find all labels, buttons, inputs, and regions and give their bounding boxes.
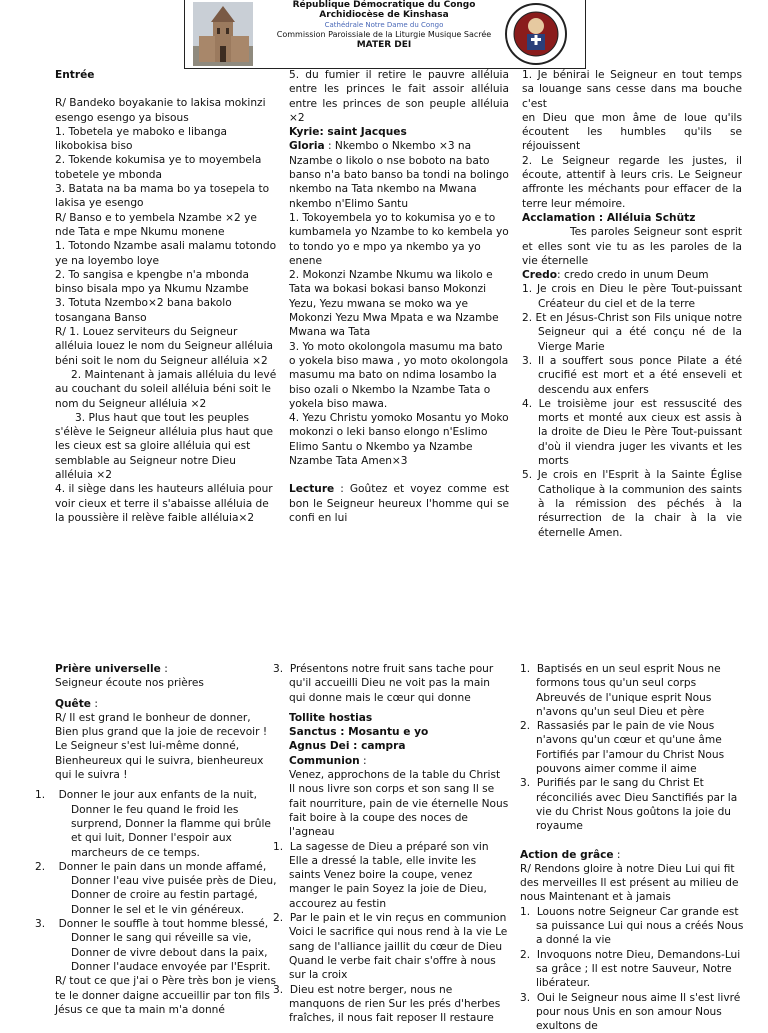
verse-text: 1. Tobetela ye maboko e libanga likobokisa biso <box>55 125 228 153</box>
verse-text: 1. Je bénirai le Seigneur en tout temps sa louange sans cesse dans ma bouche c'est <box>522 69 742 110</box>
header-archdiocese: Archidiocèse de Kinshasa <box>319 10 449 20</box>
gloria-label: Gloria <box>289 140 325 153</box>
priere-title: Prière universelle <box>55 663 161 675</box>
verse-text: Louons notre Seigneur Car grande est sa puissance Lui qui nous a créés Nous a donné la vie <box>536 905 744 947</box>
quete-colon: : <box>90 697 98 710</box>
verse-text: Donner le souffle à tout homme blessé, Donner le sang qui réveille sa vie, Donner de vivre debout dans la paix, Donner l'audace envoyée par l'Esprit. <box>58 918 271 973</box>
column-psalm-credo: 1. Je bénirai le Seigneur en tout temps sa louange sans cesse dans ma bouche c'est en Dieu que mon âme de loue qu'ils écoutent les humbles qu'ils se réjouissent 2. Le Seigneur regarde les justes, il écoute, attentif à leurs cris. Le Seigneur affronte les méchants pour effacer de la terre leur mémoire. Acclamation : Alléluia Schütz Tes paroles Seigneur sont esprit et elles sont vie tu as les paroles de la vie éternelle Credo: credo credo in unum Deum 1. Je crois en Dieu le père Tout-puissant Créateur du ciel et de la terre 2. Et en Jésus-Christ son Fils unique notre Seigneur qui a été conçu né de la Vierge Marie 3. Il a souffert sous ponce Pilate a été crucifié est mort et a été enseveli et descendu aux enfers 4. Le troisième jour est ressuscité des morts et monté aux cieux est assis à la droite de Dieu le Père Tout-puissant d'où il viendra juger les vivants et les morts 5. Je crois en l'Esprit à la Sainte Église Catholique à la communion des saints à la rémission des péchés à la résurrection de la chair à la vie éternelle Amen. <box>522 69 742 539</box>
header-commission: Commission Paroissiale de la Liturgie Musique Sacrée <box>276 30 492 39</box>
action-grace-colon: : <box>613 848 621 861</box>
verse-text: 3. Yo moto okolongola masumu ma bato o yokela biso mawa , yo moto okolongola masumu ma bato on ndima losambo la biso ozali o Nkembo la Nzambe Tata o yokela biso mawa. <box>289 340 509 410</box>
column-communion: 3. Présentons notre fruit sans tache pour qu'il accueilli Dieu ne voit pas la main qui donne mais le cœur qui donne Tollite hostias Sanctus : Mosantu e yo Agnus Dei : campra Communion : Venez, approchons de la table du Christ Il nous livre son corps et son sang Il se fait nourriture, pain de vie éternelle Nous fait boire à la coupe des noces de l'agneau 1. La sagesse de Dieu a préparé son vin Elle a dressé la table, elle invite les saints Venez boire la coupe, venez manger le pain Soyez la joie de Dieu, accourez au festin 2. Par le pain et le vin reçus en communion Voici le sacrifice qui nous rend à la vie Le sang de l'alliance jaillit du cœur de Dieu Quand le verbe fait chair s'offre à nous sur la croix 3. Dieu est notre berger, nous ne manquons de rien Sur les prés d'herbes fraîches, il nous fait reposer Il restaure <box>273 663 509 1025</box>
verse-text: 2. Le Seigneur regarde les justes, il écoute, attentif à leurs cris. Le Seigneur affronte les méchants pour effacer de la terre leur mémoire. <box>522 154 742 210</box>
tollite-title: Tollite hostias <box>289 711 373 724</box>
verse-text: 3. Batata na ba mama bo ya tosepela to lakisa ye esengo <box>55 183 270 210</box>
verse-text: 3. Plus haut que tout les peuples s'élève le Seigneur alléluia plus haut que les cieux est sa gloire alléluia qui est semblable au Seigneur notre Dieu alléluia ×2 <box>55 411 273 482</box>
communion-title: Communion <box>289 754 360 767</box>
refrain-text: R/ Rendons gloire à notre Dieu Lui qui fit des merveilles Il est présent au milieu de nous Maintenant et à jamais <box>520 862 739 904</box>
refrain-text: R/ 1. Louez serviteurs du Seigneur alléluia louez le nom du Seigneur alléluia béni soit le nom du Seigneur alléluia ×2 <box>55 326 274 367</box>
header-country: République Démocratique du Congo <box>292 0 476 10</box>
acclamation-text: Tes paroles Seigneur sont esprit et elles sont vie tu as les paroles de la vie éternelle <box>522 226 742 267</box>
verse-text: Purifiés par le sang du Christ Et réconciliés avec Dieu Sanctifiés par la vie du Christ Nous goûtons la joie du royaume <box>536 777 738 833</box>
verse-text: Oui le Seigneur nous aime Il s'est livré pour nous Unis en son amour Nous exultons de <box>536 991 741 1033</box>
priere-colon: : <box>160 663 168 675</box>
refrain-text: R/ Il est grand le bonheur de donner, Bien plus grand que la joie de recevoir ! Le Seigneur s'est lui-même donné, Bienheureux qui le suivra, bienheureux qui le suivra ! <box>55 711 268 782</box>
verse-text: 5. du fumier il retire le pauvre alléluia entre les princes le fait assoir alléluia entre les princes de son peuple alléluia ×2 <box>289 69 509 124</box>
verse-text: Par le pain et le vin reçus en communion Voici le sacrifice qui nous rend à la vie Le sang de l'alliance jaillit du cœur de Dieu Quand le verbe fait chair s'offre à nous sur la croix <box>289 912 508 982</box>
verse-text: en Dieu que mon âme de loue qu'ils écoutent les humbles qu'ils se réjouissent <box>522 111 742 153</box>
refrain-text: Venez, approchons de la table du Christ Il nous livre son corps et son sang Il se fait nourriture, pain de vie éternelle Nous fait boire à la coupe des noces de l'agneau <box>289 769 509 839</box>
refrain-text: R/ Banso e to yembela Nzambe ×2 ye nde Tata e mpe Nkumu monene <box>55 211 257 238</box>
verse-text: La sagesse de Dieu a préparé son vin Elle a dressé la table, elle invite les saints Venez boire la coupe, venez manger le pain Soyez la joie de Dieu, accourez au festin <box>289 840 489 910</box>
verse-text: Donner le jour aux enfants de la nuit, Donner le feu quand le froid les surprend, Donner la flamme qui brûle et qui luit, Donner l'espoir aux marcheurs de ce temps. <box>58 789 271 859</box>
verse-text: 4. Yezu Christu yomoko Mosantu yo Moko mokonzi o leki banso elongo n'Eslimo Elimo Santu o Nkembo ya Nzambe Nzambe Tata Amen×3 <box>289 412 509 468</box>
verse-text: Invoquons notre Dieu, Demandons-Lui sa grâce ; Il est notre Sauveur, Notre libérateur. <box>536 948 741 990</box>
header-choir: MATER DEI <box>356 40 412 50</box>
credo-label: Credo <box>522 269 558 282</box>
credo-article: Je crois en l'Esprit à la Sainte Église Catholique à la communion des saints à la rémission des péchés à la résurrection de la chair à la vie éternelle Amen. <box>537 469 742 539</box>
credo-article: Et en Jésus-Christ son Fils unique notre Seigneur qui a été conçu né de la Vierge Marie <box>535 312 742 353</box>
column-kyrie-gloria <box>289 68 509 525</box>
acclamation-title: Acclamation : Alléluia Schütz <box>522 211 696 224</box>
verse-text: 3. Totuta Nzembo×2 bana bakolo tosangana Banso <box>55 297 232 324</box>
verse-text: 2. Mokonzi Nzambe Nkumu wa likolo e Tata wa bokasi bokasi banso Mokonzi Yezu, Yezu mwana se moko wa ye Mokonzi Yezu Mwa Mpata e wa Nzambe Mwana wa Tata <box>289 269 499 339</box>
section-title-entree: Entrée <box>55 69 95 81</box>
credo-article: Il a souffert sous ponce Pilate a été crucifié est mort et a été enseveli et descendu aux enfers <box>537 354 742 396</box>
gloria-text: : Nkembo o Nkembo ×3 na Nzambe o likolo o nse boboto na bato banso n'a bato banso ba tondi na bolingo nkembo na Tata nkembo na Mwana nkembo n'Elimo Santu <box>289 140 509 210</box>
cathedral-image <box>193 2 253 66</box>
choir-seal-logo <box>505 2 567 66</box>
refrain-text: R/ Bandeko boyakanie to lakisa mokinzi esengo esengo ya bisous <box>55 97 266 124</box>
credo-text: : credo credo in unum Deum <box>557 269 709 282</box>
agnus-title: Agnus Dei : campra <box>289 740 406 753</box>
verse-text: 2. Tokende kokumisa ye to moyembela tobetele ye mbonda <box>55 154 262 181</box>
credo-article: Je crois en Dieu le père Tout-puissant Créateur du ciel et de la terre <box>536 283 742 310</box>
bulletin-header <box>184 0 586 69</box>
quete-title: Quête <box>55 697 91 710</box>
header-cathedral: Cathédrale Notre Dame du Congo <box>324 21 444 29</box>
verse-text: 2. To sangisa e kpengbe n'a mbonda binso bisala mpo ya Nkumu Nzambe <box>55 268 250 296</box>
verse-text: Rassasiés par le pain de vie Nous n'avons qu'un cœur et qu'une âme Fortifiés par l'amour du Christ Nous pouvons aimer comme il aime <box>536 720 725 776</box>
verse-text: Dieu est notre berger, nous ne manquons de rien Sur les prés d'herbes fraîches, il nous fait reposer Il restaure <box>289 983 501 1025</box>
credo-article: Le troisième jour est ressuscité des morts et monté aux cieux est assis à la droite de Dieu le Père Tout-puissant d'où il viendra juger les vivants et les morts <box>538 397 742 468</box>
priere-text: Seigneur écoute nos prières <box>55 677 204 690</box>
communion-colon: : <box>359 754 367 767</box>
column-entree <box>55 68 277 525</box>
lecture-text: : Goûtez et voyez comme est bon le Seigneur heureux l'homme qui se confi en lui <box>289 483 509 524</box>
column-action-grace: 1. Baptisés en un seul esprit Nous ne formons tous qu'un seul corps Abreuvés de l'unique esprit Nous n'avons qu'un seul Dieu et père 2. Rassasiés par le pain de vie Nous n'avons qu'un cœur et qu'une âme Fortifiés par l'amour du Christ Nous pouvons aimer comme il aime 3. Purifiés par le sang du Christ Et réconciliés avec Dieu Sanctifiés par la vie du Christ Nous goûtons la joie du royaume Action de grâce : R/ Rendons gloire à notre Dieu Lui qui fit des merveilles Il est présent au milieu de nous Maintenant et à jamais 1. Louons notre Seigneur Car grande est sa puissance Lui qui nous a créés Nous a donné la vie 2. Invoquons notre Dieu, Demandons-Lui sa grâce ; Il est notre Sauveur, Notre libérateur. 3. Oui le Seigneur nous aime Il s'est livré pour nous Unis en son amour Nous exultons de <box>520 663 744 1033</box>
refrain-text: R/ tout ce que j'ai o Père très bon je viens te le donner daigne accueillir par ton fils Jésus ce que ta main m'a donné <box>55 975 277 1016</box>
action-grace-title: Action de grâce <box>520 848 614 861</box>
lecture-label: Lecture <box>289 483 335 496</box>
verse-text: 1. Tokoyembela yo to kokumisa yo e to kumbamela yo Nzambe to ko kembela yo to tondo yo e mpo ya nkembo ya yo enene <box>289 211 509 267</box>
sanctus-title: Sanctus : Mosantu e yo <box>289 726 429 739</box>
verse-text: Donner le pain dans un monde affamé, Donner l'eau vive puisée près de Dieu, Donner de croire au festin partagé, Donner le sel et le vin généreux. <box>58 860 277 916</box>
verse-text: 4. il siège dans les hauteurs alléluia pour voir cieux et terre il s'abaisse alléluia de la poussière il relève faible alléluia×2 <box>55 483 273 524</box>
verse-text: 2. Maintenant à jamais alléluia du levé au couchant du soleil alléluia béni soit le nom du Seigneur alléluia ×2 <box>55 368 277 410</box>
verse-text: Baptisés en un seul esprit Nous ne formons tous qu'un seul corps Abreuvés de l'unique esprit Nous n'avons qu'un seul Dieu et père <box>536 663 721 718</box>
verse-text: 1. Totondo Nzambe asali malamu totondo ye na loyembo loye <box>55 240 277 267</box>
kyrie-title: Kyrie: saint Jacques <box>289 126 407 139</box>
verse-text: Présentons notre fruit sans tache pour qu'il accueilli Dieu ne voit pas la main qui donne mais le cœur qui donne <box>289 663 494 704</box>
column-priere-quete: Prière universelle : Seigneur écoute nos prières Quête : R/ Il est grand le bonheur de donner, Bien plus grand que la joie de recevoir ! Le Seigneur s'est lui-même donné, Bienheureux qui le suivra, bienheureux qui le suivra ! 1. Donner le jour aux enfants de la nuit, Donner le feu quand le froid les surprend, Donner la flamme qui brûle et qui luit, Donner l'espoir aux marcheurs de ce temps. 2. Donner le pain dans un monde affamé, Donner l'eau vive puisée près de Dieu, Donner de croire au festin partagé, Donner le sel et le vin généreux. 3. Donner le souffle à tout homme blessé, Donner le sang qui réveille sa vie, Donner de vivre debout dans la paix, Donner l'audace envoyée par l'Esprit. R/ tout ce que j'ai o Père très bon je viens te le donner daigne accueillir par ton fils Jésus ce que ta main m'a donné <box>35 663 277 1016</box>
